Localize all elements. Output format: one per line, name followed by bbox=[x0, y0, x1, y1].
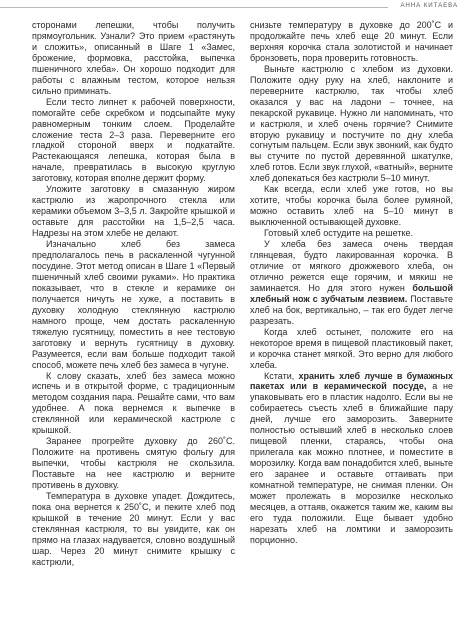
paragraph: Заранее прогрейте духовку до 260˚С. Положите на противень смятую фольгу для выпечки, чтобы кастрюля не скользила. Поставьте на нее кастрюлю и верните противень в духовку. bbox=[32, 436, 235, 491]
right-column bbox=[250, 20, 453, 546]
paragraph: Когда хлеб остынет, положите его на некоторое время в пищевой пластиковый пакет, и корочка станет мягкой. Это верно для любого хлеба. bbox=[250, 326, 453, 370]
paragraph-text: а не упаковывать его в пластик надолго. Если вы не собираетесь съесть хлеб в ближайшие пару дней, лучше его заморозить. Заверните полностью остывший хлеб в несколько слоев пищевой пленки, стараясь, чтобы она прилегала как можно плотнее, и поместите в морозилку. Когда вам понадобится хлеб, выньте его заранее и оставьте оттаивать при комнатной температуре, не снимая пленки. Он может пролежать в морозилке несколько месяцев, а оттаяв, окажется таким же, каким вы его туда положили. Еще бывает удобно нарезать хлеб на ломтики и заморозить порционно. bbox=[250, 381, 454, 545]
bold-emphasis: хранить хлеб лучше в бумажных пакетах или в керамической посуде, bbox=[250, 370, 453, 392]
paragraph: К слову сказать, хлеб без замеса можно испечь и в открытой форме, с традиционным методом создания пара. Решайте сами, что вам удобнее. А пока вернемся к выпечке в стеклянной или керамической кастрюле с крышкой. bbox=[32, 370, 235, 436]
paragraph: Как всегда, если хлеб уже готов, но вы хотите, чтобы корочка была более румяной, можно оставить хлеб на 5–10 минут в выключенной остывающей духовке. bbox=[250, 184, 453, 228]
paragraph bbox=[250, 239, 453, 327]
paragraph-text: У хлеба без замеса очень твердая глянцевая, будто лакированная корочка. В отличие от мягкого дрожжевого хлеба, он отлично режется еще горячим, и мякиш не заминается. Но для этого нужен bbox=[250, 239, 453, 293]
paragraph bbox=[250, 371, 453, 546]
paragraph: снизьте температуру в духовке до 200˚С и продолжайте печь хлеб еще 20 минут. Если верхняя корочка стала золотистой и начинает бронзоветь, пора проверить готовность. bbox=[250, 20, 453, 63]
paragraph: Температура в духовке упадет. Дождитесь, пока она вернется к 250˚С, и пеките хлеб под крышкой в течение 20 минут. Если у вас стеклянная кастрюля, то вы увидите, как он прямо на глазах надувается, словно воздушный шар. Через 20 минут снимите крышку с кастрюли, bbox=[32, 490, 235, 567]
paragraph: Если тесто липнет к рабочей поверхности, помогайте себе скребком и подсыпайте муку равномерным тонким слоем. Проделайте сложение теста 2–3 раза. Переверните его гладкой стороной вверх и подкатайте. Растекающаяся лепешка, которая была в начале, превратилась в высокую круглую заготовку, которая вполне держит форму. bbox=[32, 96, 235, 184]
bold-emphasis: большой хлебный нож с зубчатым лезвием. bbox=[250, 282, 453, 304]
paragraph: Изначально хлеб без замеса предполагалось печь в раскаленной чугунной посудине. Этот метод описан в Шаге 1 «Первый пшеничный хлеб своими руками». Но практика показывает, что в стекле и керамике он получается ничуть не хуже, а поставить в духовку холодную стеклянную кастрюлю намного проще, чем достать раскаленную тяжелую гусятницу, поместить в нее тестовую заготовку и вернуть гусятницу в духовку. Разумеется, если вам больше подходит такой способ, можете печь хлеб без замеса в чугуне. bbox=[32, 239, 235, 370]
paragraph-text: Поставьте хлеб на бок, вертикально, – так его будет легче разрезать. bbox=[250, 293, 453, 326]
running-header-author: АННА КИТАЕВА bbox=[400, 2, 458, 9]
header-rule bbox=[0, 7, 388, 8]
paragraph-text: Кстати, bbox=[264, 370, 299, 381]
left-column bbox=[32, 20, 235, 568]
paragraph: сторонами лепешки, чтобы получить прямоугольник. Узнали? Это прием «растянуть и сложить», описанный в Шаге 1 «Замес, брожение, формовка, расстойка, выпечка пшеничного хлеба». Он хорошо подходит для работы с влажным тестом, которое нельзя сильно приминать. bbox=[32, 20, 235, 96]
paragraph: Уложите заготовку в смазанную жиром кастрюлю из жаропрочного стекла или керамики объемом 3–3,5 л. Закройте крышкой и оставьте для расстойки на 1,5–2,5 часа. Надрезы на этом хлебе не делают. bbox=[32, 184, 235, 239]
paragraph: Готовый хлеб остудите на решетке. bbox=[264, 228, 414, 239]
paragraph: Выньте кастрюлю с хлебом из духовки. Положите одну руку на хлеб, наклоните и переверните кастрюлю, так чтобы хлеб оказался у вас на ладони – точнее, на пекарской рукавице. Нужно ли напоминать, что и кастрюля, и хлеб очень горячие? Снимите вторую рукавицу и постучите по дну хлеба согнутым пальцем. Если звук звонкий, как будто вы стучите по пустой деревянной шкатулке, хлеб готов. Если звук глухой, «ватный», верните хлеб допекаться без кастрюли 5–10 минут. bbox=[250, 63, 453, 184]
